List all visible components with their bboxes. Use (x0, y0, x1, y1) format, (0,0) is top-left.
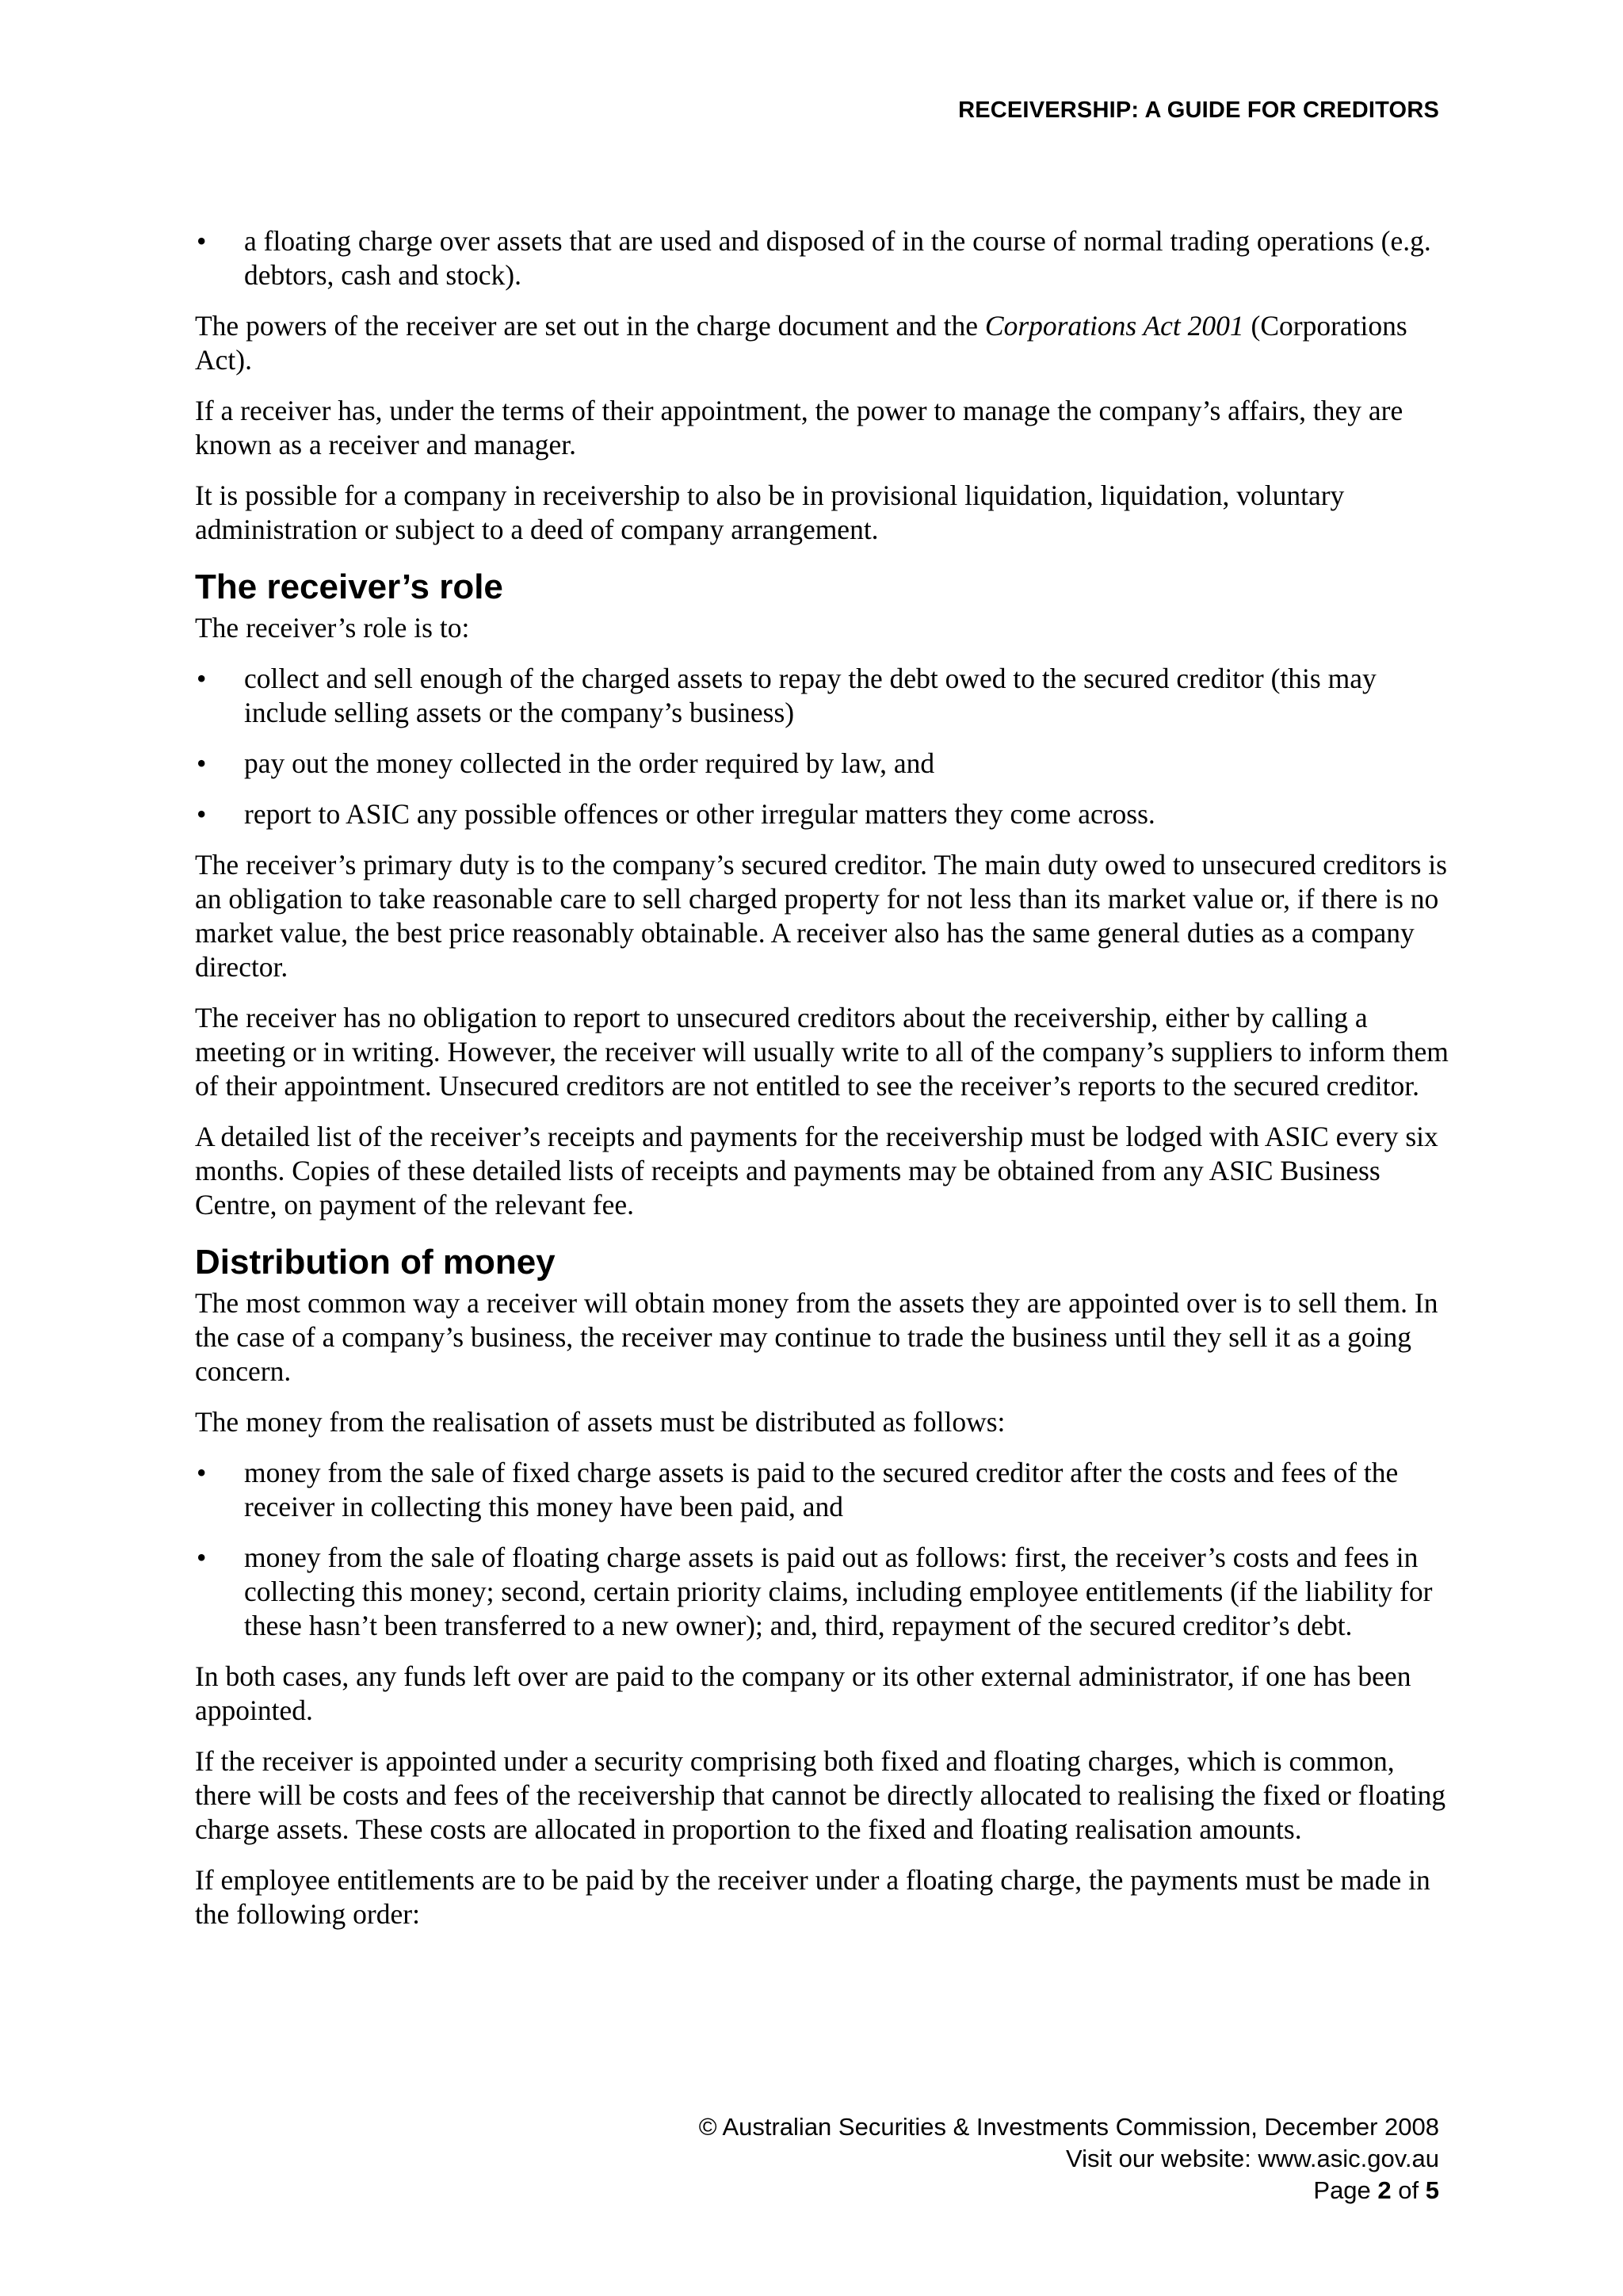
list-item-text: pay out the money collected in the order required by law, and (244, 747, 935, 779)
bullet-icon: • (197, 225, 207, 257)
act-title: Corporations Act 2001 (984, 310, 1244, 342)
bullet-icon: • (197, 1457, 207, 1488)
distribution-bullet-list (195, 1456, 1450, 1643)
no-obligation-paragraph: The receiver has no obligation to report to unsecured creditors about the receivership, either by calling a meeting or in writing. However, the receiver will usually write to all of the company’s suppliers to inform them of their appointment. Unsecured creditors are not entitled to see the receiver’s reports to the secured creditor. (195, 1002, 1449, 1102)
manager-paragraph: If a receiver has, under the terms of their appointment, the power to manage the company’s affairs, they are known as a receiver and manager. (195, 395, 1403, 460)
list-item (195, 662, 1450, 730)
distribution-lead: The money from the realisation of assets must be distributed as follows: (195, 1406, 1006, 1438)
page-footer (699, 2111, 1439, 2206)
list-item-text: collect and sell enough of the charged assets to repay the debt owed to the secured creditor (this may include selling assets or the company’s business) (244, 663, 1377, 728)
mixed-security-paragraph: If the receiver is appointed under a security comprising both fixed and floating charges, which is common, there will be costs and fees of the receivership that cannot be directly allocated to realising the fixed or floating charge assets. These costs are allocated in proportion to the fixed and floating realisation amounts. (195, 1745, 1446, 1845)
intro-bullet-list (195, 224, 1450, 292)
page-label: Page (1313, 2176, 1378, 2204)
employee-paragraph: If employee entitlements are to be paid by the receiver under a floating charge, the payments must be made in the following order: (195, 1864, 1430, 1930)
common-way-paragraph: The most common way a receiver will obtain money from the assets they are appointed over is to sell them. In the case of a company’s business, the receiver may continue to trade the business until they sell it as a going concern. (195, 1287, 1438, 1387)
role-bullet-list (195, 662, 1450, 831)
list-item (195, 797, 1450, 831)
list-item (195, 1456, 1450, 1524)
page-of: of (1391, 2176, 1426, 2204)
bullet-icon: • (197, 1541, 207, 1573)
bullet-icon: • (197, 663, 207, 694)
running-header: RECEIVERSHIP: A GUIDE FOR CREDITORS (958, 97, 1439, 123)
detailed-list-paragraph: A detailed list of the receiver’s receipts and payments for the receivership must be lodged with ASIC every six months. Copies of these detailed lists of receipts and payments may be obtained from any ASIC Business Centre, on payment of the relevant fee. (195, 1121, 1438, 1221)
role-heading: The receiver’s role (195, 567, 503, 606)
duty-paragraph: The receiver’s primary duty is to the company’s secured creditor. The main duty owed to unsecured creditors is an obligation to take reasonable care to sell charged property for not less than its market value or, if there is no market value, the best price reasonably obtainable. A receiver also has the same general duties as a company director. (195, 849, 1447, 983)
page-total: 5 (1425, 2176, 1439, 2204)
list-item-text: money from the sale of fixed charge assets is paid to the secured creditor after the costs and fees of the receiver in collecting this money have been paid, and (244, 1457, 1399, 1522)
role-lead: The receiver’s role is to: (195, 612, 470, 644)
copyright-line: © Australian Securities & Investments Commission, December 2008 (698, 2113, 1439, 2141)
list-item (195, 1541, 1450, 1643)
powers-text-after: (Corporations Act). (195, 310, 1407, 376)
list-item-text: a floating charge over assets that are used and disposed of in the course of normal trading operations (e.g. debtors, cash and stock). (244, 225, 1431, 291)
list-item-text: report to ASIC any possible offences or other irregular matters they come across. (244, 798, 1155, 830)
powers-paragraph (195, 309, 1450, 377)
distribution-heading: Distribution of money (195, 1243, 556, 1282)
both-cases-paragraph: In both cases, any funds left over are paid to the company or its other external administrator, if one has been appointed. (195, 1660, 1411, 1726)
list-item (195, 747, 1450, 781)
website-line: Visit our website: www.asic.gov.au (1066, 2145, 1439, 2172)
possible-paragraph: It is possible for a company in receivership to also be in provisional liquidation, liquidation, voluntary administration or subject to a deed of company arrangement. (195, 479, 1345, 545)
page-content (195, 224, 1450, 1948)
powers-text-before: The powers of the receiver are set out in the charge document and the (195, 310, 985, 342)
bullet-icon: • (197, 747, 207, 779)
list-item-text: money from the sale of floating charge assets is paid out as follows: first, the receiver’s costs and fees in collecting this money; second, certain priority claims, including employee entitlements (if the liability for these hasn’t been transferred to a new owner); and, third, repayment of the secured creditor’s debt. (244, 1541, 1433, 1641)
page-number (699, 2175, 1439, 2206)
list-item (195, 224, 1450, 292)
page-current: 2 (1377, 2176, 1392, 2204)
bullet-icon: • (197, 798, 207, 830)
